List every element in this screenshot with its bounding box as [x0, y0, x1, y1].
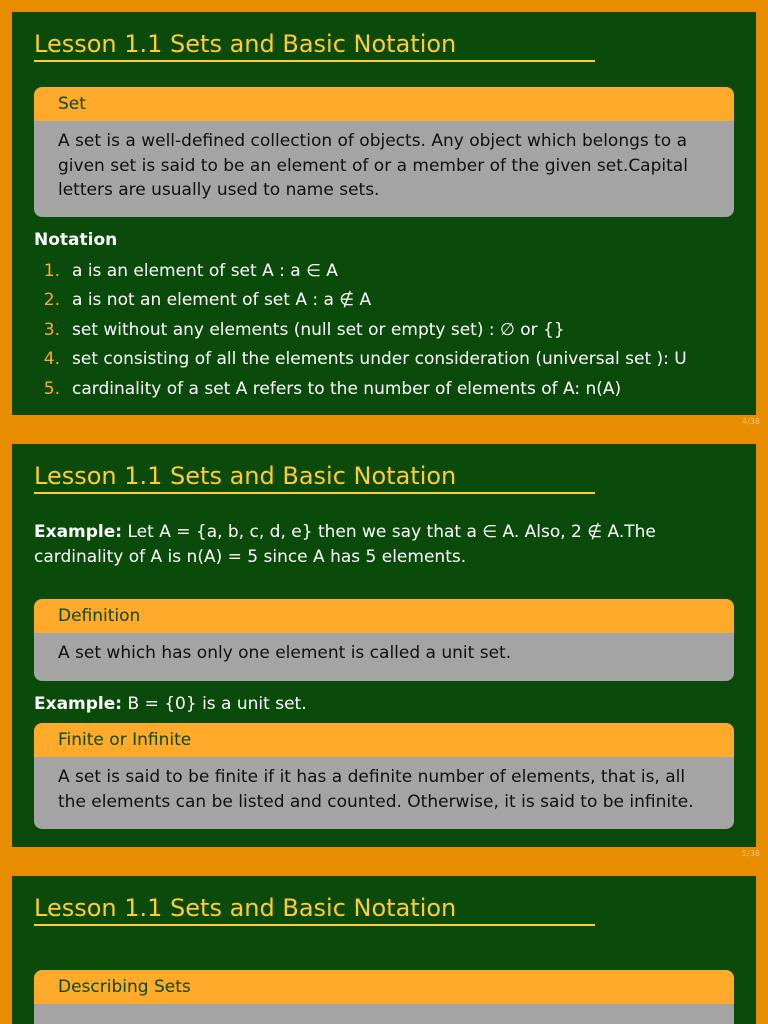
- example-text: B = {0} is a unit set.: [127, 694, 307, 714]
- item-text: a is not an element of set A : a ∉ A: [72, 290, 372, 311]
- item-number: 1.: [43, 260, 60, 281]
- item-text: a is an element of set A : a ∈ A: [72, 260, 338, 281]
- example-paragraph: [34, 520, 734, 569]
- describing-sets-block: [34, 970, 734, 1024]
- block-title: Describing Sets: [34, 970, 734, 1004]
- item-number: 2.: [43, 290, 60, 311]
- block-body: A set is a well-defined collection of objects. Any object which belongs to a given set is said to be an element of or a member of the given set.Capital letters are usually used to name sets.: [34, 121, 734, 217]
- finite-block: [34, 723, 734, 829]
- page-number: 4/38: [742, 417, 760, 426]
- slide-title: Lesson 1.1 Sets and Basic Notation: [34, 30, 595, 62]
- definition-block: [34, 599, 734, 681]
- slide-4: [12, 12, 756, 415]
- example-text: Let A = {a, b, c, d, e} then we say that a ∈ A. Also, 2 ∉ A.The cardinality of A is n(A) = 5 since A has 5 elements.: [34, 522, 656, 567]
- set-block: [34, 87, 734, 217]
- block-body: A set which has only one element is called a unit set.: [34, 633, 734, 681]
- block-title: Finite or Infinite: [34, 723, 734, 757]
- item-text: set consisting of all the elements under consideration (universal set ): U: [72, 349, 687, 370]
- slide-6: [12, 876, 756, 1024]
- item-number: 3.: [43, 319, 60, 340]
- item-number: 4.: [43, 349, 60, 370]
- example-label: Example:: [34, 694, 123, 714]
- item-text: set without any elements (null set or empty set) : ∅ or {}: [72, 319, 565, 340]
- list-item: [34, 256, 734, 286]
- list-item: [34, 315, 734, 345]
- notation-heading: Notation: [34, 230, 118, 250]
- slide-5: [12, 444, 756, 847]
- block-body: A set is said to be finite if it has a definite number of elements, that is, all the elements can be listed and counted. Otherwise, it is said to be infinite.: [34, 757, 734, 829]
- item-number: 5.: [43, 378, 60, 399]
- slide-title: Lesson 1.1 Sets and Basic Notation: [34, 462, 595, 494]
- block-title: Definition: [34, 599, 734, 633]
- list-item: [34, 374, 734, 404]
- list-item: [34, 345, 734, 375]
- notation-list: [34, 256, 734, 404]
- block-title: Set: [34, 87, 734, 121]
- example-paragraph: [34, 692, 734, 717]
- slide-title: Lesson 1.1 Sets and Basic Notation: [34, 894, 595, 926]
- item-text: cardinality of a set A refers to the number of elements of A: n(A): [72, 378, 622, 399]
- list-item: [34, 286, 734, 316]
- example-label: Example:: [34, 522, 123, 542]
- block-body: [34, 1004, 734, 1024]
- page-number: 5/38: [742, 849, 760, 858]
